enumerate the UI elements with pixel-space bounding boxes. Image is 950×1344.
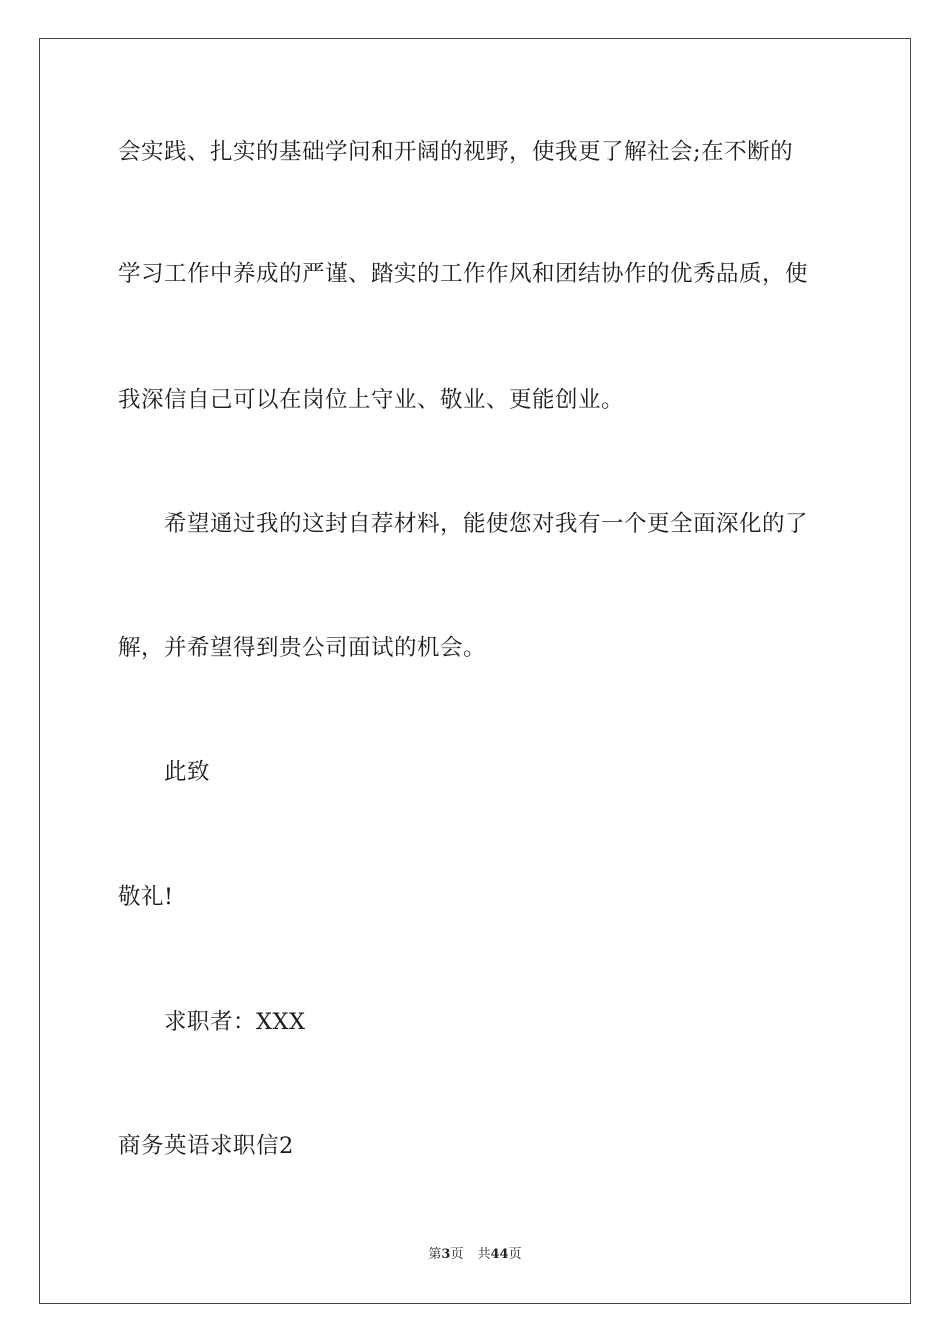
footer-page-prefix: 第 [428,1247,442,1262]
page-border [39,38,911,1304]
footer-total-suffix: 页 [508,1247,522,1262]
section-title: 商务英语求职信2 [118,1133,294,1159]
footer-page-number: 3 [441,1247,451,1262]
body-line-3: 我深信自己可以在岗位上守业、敬业、更能创业。 [118,387,625,413]
signature-line: 求职者：XXX [164,1009,306,1035]
closing-salutation: 此致 [164,759,211,785]
closing-regards: 敬礼! [118,884,174,910]
body-line-1: 会实践、扎实的基础学问和开阔的视野，使我更了解社会;在不断的 [118,139,794,165]
body-line-4: 希望通过我的这封自荐材料，能使您对我有一个更全面深化的了 [164,511,809,537]
footer-total-pages: 44 [490,1247,509,1262]
footer-page-suffix: 页 [450,1247,464,1262]
body-line-5: 解，并希望得到贵公司面试的机会。 [118,635,487,661]
page-footer [0,1246,950,1264]
footer-total-prefix: 共 [477,1247,491,1262]
body-line-2: 学习工作中养成的严谨、踏实的工作作风和团结协作的优秀品质，使 [118,261,809,287]
